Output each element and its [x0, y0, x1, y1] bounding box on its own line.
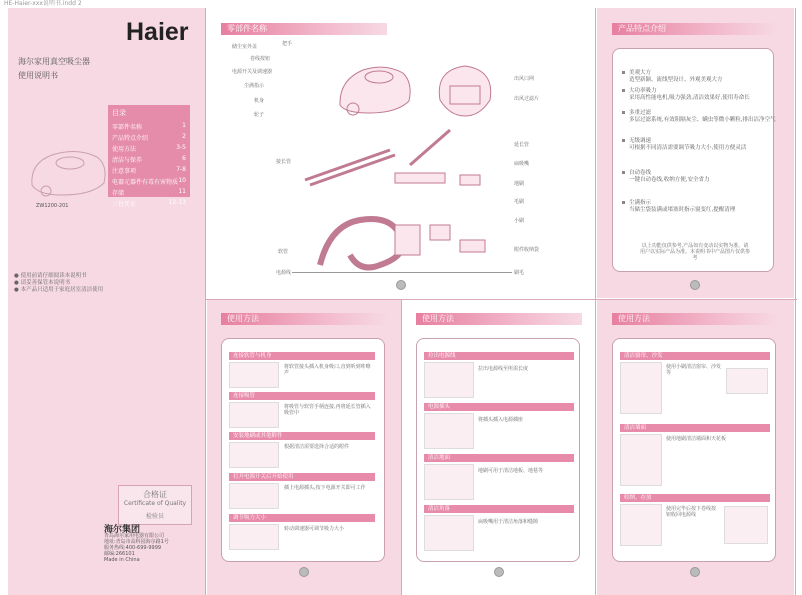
- step-illustration: [424, 464, 474, 500]
- step-illustration: [229, 362, 279, 388]
- step-illustration: [229, 483, 279, 509]
- note-item: ● 使用前请仔细阅读本说明书: [14, 273, 87, 279]
- fold-line: [205, 8, 206, 595]
- step-heading: 调节吸力大小: [229, 514, 375, 522]
- step-description: 使用完毕后按下卷线按钮收回电源线: [666, 506, 717, 518]
- step-description: 根据清洁需要选择合适的附件: [284, 444, 350, 450]
- page-number-marker: [690, 280, 700, 290]
- part-label: 出风口网: [514, 76, 535, 82]
- part-label: 接长管: [276, 159, 292, 165]
- toc-item[interactable]: 三包凭证 12-13: [112, 199, 186, 208]
- quality-certificate: [118, 485, 192, 525]
- filter-cover-illustration: [430, 60, 500, 120]
- note-item: ● 本产品只适用于家庭居室清洁使用: [14, 287, 104, 293]
- step-illustration: [620, 434, 662, 486]
- part-label: 把手: [282, 41, 293, 47]
- header-strip: HE-Haier-xxx说明书.indd 2: [4, 0, 82, 7]
- part-label: 地刷: [514, 181, 525, 187]
- part-label: 轮子: [254, 112, 265, 118]
- cover-subtitle: 使用说明书: [18, 71, 58, 80]
- step-description: 将插头插入电源插座: [478, 417, 524, 423]
- page-number-marker: [494, 567, 504, 577]
- step-illustration: [620, 362, 662, 414]
- fold-line: [795, 8, 796, 595]
- section-title-parts: 零部件名称: [221, 23, 387, 35]
- part-label: 储尘室外盖: [232, 44, 258, 50]
- step-heading: 拉出电源线: [424, 352, 574, 360]
- section-title-features: 产品特点介绍: [612, 23, 778, 35]
- accessories-illustration: [300, 125, 510, 275]
- step-illustration: [724, 506, 768, 544]
- feature-item: 尘满指示 当储尘袋装满或堵塞时指示窗变红,提醒清理: [622, 200, 735, 214]
- part-label: 刷毛: [514, 270, 525, 276]
- step-heading: 连接吸管: [229, 392, 375, 400]
- certificate-subtitle: Certificate of Quality: [123, 500, 187, 507]
- page-number-marker: [299, 567, 309, 577]
- step-description: 扁吸嘴用于清洁角落和缝隙: [478, 519, 539, 525]
- step-heading: 打开电源开关后开始使用: [229, 473, 375, 481]
- leader-line: [292, 272, 512, 273]
- company-line: 邮编:266101: [104, 551, 135, 557]
- step-heading: 收纳、存放: [620, 494, 770, 502]
- step-description: 将软管接头插入机身吸口,直到听到咔嚓声: [284, 364, 371, 376]
- certificate-inspector: 检验员: [145, 513, 164, 520]
- section-title-usage: 使用方法: [221, 313, 387, 325]
- company-line: 青岛海尔家用电器有限公司: [104, 533, 165, 539]
- toc-item[interactable]: 存储 11: [112, 188, 186, 197]
- toc-heading: 目录: [112, 109, 126, 117]
- step-description: 拉出电源线至所需长度: [478, 366, 529, 372]
- company-line: 地址:青岛市高科园海尔路1号: [104, 539, 169, 545]
- feature-item: 美观大方 造型新颖、流线型设计、外观美观大方: [622, 70, 723, 84]
- part-label: 小刷: [514, 218, 525, 224]
- certificate-title: 合格证: [143, 490, 167, 499]
- step-illustration: [229, 402, 279, 428]
- table-of-contents: [108, 105, 190, 208]
- part-label: 电源线: [276, 270, 292, 276]
- toc-item[interactable]: 产品特点介绍 2: [112, 133, 186, 142]
- part-label: 机身: [254, 98, 265, 104]
- cover-title: 海尔家用真空吸尘器: [18, 57, 90, 66]
- part-label: 毛刷: [514, 199, 525, 205]
- part-label: 卷线按钮: [250, 56, 271, 62]
- feature-item: 大功率吸力 采用高性能电机,吸力强劲,清洁效果好,使用寿命长: [622, 88, 750, 102]
- cover-notes: [14, 273, 103, 294]
- step-illustration: [424, 362, 474, 398]
- step-heading: 清洁角落: [424, 505, 574, 513]
- toc-item[interactable]: 注意事项 7-8: [112, 166, 186, 175]
- part-label: 软管: [278, 249, 289, 255]
- company-line: Made in China: [104, 557, 140, 563]
- brand-logo: Haier: [126, 18, 189, 46]
- toc-item[interactable]: 零部件名称 1: [112, 122, 186, 131]
- model-number: ZW1200-201: [36, 203, 69, 209]
- step-heading: 清洁窗帘、沙发: [620, 352, 770, 360]
- cover-vacuum-illustration: [22, 135, 112, 205]
- fold-line: [595, 8, 596, 595]
- vacuum-main-body-illustration: [335, 55, 415, 120]
- part-label: 出风过滤片: [514, 96, 540, 102]
- note-item: ● 请妥善保管本说明书: [14, 280, 71, 286]
- company-info: [104, 527, 169, 563]
- features-note: 以上功能仅供参考,产品如有变动以实物为准。请用户以实际产品为准。本说明书中产品图片仅供参考: [640, 243, 751, 261]
- section-title-usage: 使用方法: [612, 313, 778, 325]
- step-description: 将吸管与软管手柄连接,再将延长管插入吸管中: [284, 404, 371, 416]
- fold-line: [205, 299, 797, 300]
- step-illustration: [424, 515, 474, 551]
- step-description: 转动调速器可调节吸力大小: [284, 526, 345, 532]
- toc-item[interactable]: 电器元器件有毒有害物质 10: [112, 177, 186, 186]
- fold-line: [401, 300, 402, 595]
- step-description: 地刷可用于清洁地板、地毯等: [478, 468, 544, 474]
- page-number-marker: [690, 567, 700, 577]
- part-label: 延长管: [514, 142, 530, 148]
- part-label: 扁吸嘴: [514, 161, 530, 167]
- company-line: 服务热线:400-699-9999: [104, 545, 162, 551]
- step-illustration: [726, 368, 768, 394]
- step-illustration: [620, 504, 662, 546]
- section-title-usage: 使用方法: [416, 313, 582, 325]
- step-heading: 安装地刷或其他附件: [229, 432, 375, 440]
- step-heading: 清洁墙面: [620, 424, 770, 432]
- part-label: 附件收纳袋: [514, 247, 540, 253]
- step-description: 插上电源插头,按下电源开关即可工作: [284, 485, 366, 491]
- step-heading: 连接软管与机身: [229, 352, 375, 360]
- step-heading: 清洁地面: [424, 454, 574, 462]
- step-description: 使用地刷清洁墙面和天花板: [666, 436, 727, 442]
- step-illustration: [229, 524, 279, 550]
- part-label: 电源开关及调速器: [232, 69, 273, 75]
- part-label: 尘满指示: [244, 83, 265, 89]
- feature-item: 无级调速 可根据不同清洁需要调节吸力大小,使用方便灵活: [622, 138, 746, 152]
- feature-item: 多重过滤 多层过滤系统,有效阻隔灰尘、螨虫等微小颗粒,排出洁净空气: [622, 110, 776, 124]
- company-name: 海尔集团: [104, 525, 141, 535]
- step-illustration: [229, 442, 279, 468]
- step-description: 使用小刷清洁窗帘、沙发等: [666, 364, 722, 376]
- toc-item[interactable]: 使用方法 3-5: [112, 144, 186, 153]
- step-heading: 电源插头: [424, 403, 574, 411]
- feature-item: 自动卷线 一键自动卷线,收纳方便,安全省力: [622, 170, 710, 184]
- step-illustration: [424, 413, 474, 449]
- toc-item[interactable]: 清洁与保养 6: [112, 155, 186, 164]
- page-number-marker: [396, 280, 406, 290]
